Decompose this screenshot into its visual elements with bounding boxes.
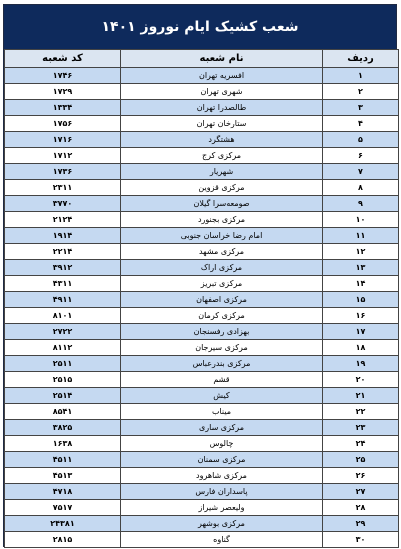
table-row [5,212,399,228]
branches-table [4,49,399,548]
table-row [5,148,399,164]
branch-name-cell: ولیعصر شیراز [121,500,323,516]
branch-code-cell: ۴۳۱۱ [5,276,121,292]
branch-name-cell: کیش [121,388,323,404]
table-row [5,468,399,484]
table-row [5,116,399,132]
branch-code-cell: ۲۲۱۴ [5,244,121,260]
table-row [5,84,399,100]
header-row [5,50,399,68]
table-row [5,436,399,452]
table-row [5,404,399,420]
table-row [5,164,399,180]
branch-name-cell: مرکزی بوشهر [121,516,323,532]
row-index-cell: ۱۴ [323,276,399,292]
branch-name-cell: پاسداران فارس [121,484,323,500]
table-row [5,180,399,196]
row-index-cell: ۴ [323,116,399,132]
row-index-cell: ۲۷ [323,484,399,500]
row-index-cell: ۲۸ [323,500,399,516]
branch-name-cell: گناوه [121,532,323,548]
table-row [5,388,399,404]
branch-code-cell: ۱۷۳۶ [5,164,121,180]
row-index-cell: ۱۱ [323,228,399,244]
branch-code-cell: ۲۸۱۵ [5,532,121,548]
table-row [5,340,399,356]
branch-name-cell: بهزادی رفسنجان [121,324,323,340]
branch-code-cell: ۱۷۵۶ [5,116,121,132]
table-row [5,292,399,308]
branch-code-cell: ۱۷۱۶ [5,132,121,148]
branch-name-cell: مرکزی قزوین [121,180,323,196]
branch-name-cell: میناب [121,404,323,420]
branch-code-cell: ۳۹۱۲ [5,260,121,276]
table-row [5,260,399,276]
branch-name-cell: مرکزی سیرجان [121,340,323,356]
branch-name-column-header: نام شعبه [121,50,323,68]
branch-name-cell: مرکزی کرمان [121,308,323,324]
table-row [5,372,399,388]
branch-code-cell: ۲۵۱۵ [5,372,121,388]
branch-name-cell: طالصدرا تهران [121,100,323,116]
row-index-cell: ۲۳ [323,420,399,436]
branch-name-cell: مرکزی مشهد [121,244,323,260]
table-row [5,196,399,212]
branch-name-cell: مرکزی ساری [121,420,323,436]
duty-branches-table-sheet [3,4,397,547]
table-row [5,228,399,244]
branch-name-cell: مرکزی شاهرود [121,468,323,484]
branch-code-cell: ۲۵۱۱ [5,356,121,372]
branch-code-cell: ۸۵۴۱ [5,404,121,420]
table-row [5,516,399,532]
branch-name-cell: امام رضا خراسان جنوبی [121,228,323,244]
row-index-cell: ۱۲ [323,244,399,260]
row-index-cell: ۱۰ [323,212,399,228]
branch-name-cell: مرکزی بندرعباس [121,356,323,372]
branch-name-cell: هشتگرد [121,132,323,148]
branch-code-cell: ۸۱۰۱ [5,308,121,324]
row-index-cell: ۳ [323,100,399,116]
table-row [5,532,399,548]
branch-code-cell: ۱۹۱۴ [5,228,121,244]
table-row [5,308,399,324]
index-column-header: ردیف [323,50,399,68]
row-index-cell: ۳۰ [323,532,399,548]
row-index-cell: ۲۰ [323,372,399,388]
row-index-cell: ۲ [323,84,399,100]
row-index-cell: ۱۸ [323,340,399,356]
branch-code-cell: ۱۶۳۸ [5,436,121,452]
branch-code-cell: ۱۷۴۶ [5,68,121,84]
row-index-cell: ۲۲ [323,404,399,420]
branch-name-cell: ستارخان تهران [121,116,323,132]
row-index-cell: ۵ [323,132,399,148]
branch-code-cell: ۲۱۲۴ [5,212,121,228]
branch-code-cell: ۲۷۲۲ [5,324,121,340]
row-index-cell: ۱۷ [323,324,399,340]
table-row [5,452,399,468]
branch-code-cell: ۸۱۱۲ [5,340,121,356]
table-row [5,276,399,292]
branch-name-cell: شهری تهران [121,84,323,100]
table-row [5,484,399,500]
branch-code-cell: ۲۴۳۸۱ [5,516,121,532]
row-index-cell: ۲۵ [323,452,399,468]
table-row [5,356,399,372]
branch-name-cell: مرکزی اصفهان [121,292,323,308]
table-row [5,68,399,84]
row-index-cell: ۱ [323,68,399,84]
branch-name-cell: مرکزی بجنورد [121,212,323,228]
row-index-cell: ۲۱ [323,388,399,404]
branch-code-cell: ۴۷۱۸ [5,484,121,500]
row-index-cell: ۷ [323,164,399,180]
branch-name-cell: افسریه تهران [121,68,323,84]
branch-code-cell: ۳۸۲۵ [5,420,121,436]
branch-code-column-header: کد شعبه [5,50,121,68]
row-index-cell: ۶ [323,148,399,164]
row-index-cell: ۱۹ [323,356,399,372]
table-row [5,244,399,260]
row-index-cell: ۲۶ [323,468,399,484]
branch-name-cell: مرکزی سمنان [121,452,323,468]
branch-code-cell: ۱۷۱۲ [5,148,121,164]
table-title: شعب کشیک ایام نوروز ۱۴۰۱ [4,5,396,49]
row-index-cell: ۱۵ [323,292,399,308]
table-row [5,420,399,436]
branch-code-cell: ۴۹۱۱ [5,292,121,308]
row-index-cell: ۱۶ [323,308,399,324]
branch-code-cell: ۳۷۷۰ [5,196,121,212]
branch-name-cell: شهریار [121,164,323,180]
branch-name-cell: صومعه‌سرا گیلان [121,196,323,212]
table-body [5,68,399,548]
branch-code-cell: ۷۵۱۷ [5,500,121,516]
branch-name-cell: مرکزی اراک [121,260,323,276]
branch-name-cell: مرکزی کرج [121,148,323,164]
row-index-cell: ۸ [323,180,399,196]
branch-code-cell: ۴۵۱۱ [5,452,121,468]
row-index-cell: ۹ [323,196,399,212]
branch-name-cell: چالوس [121,436,323,452]
row-index-cell: ۲۹ [323,516,399,532]
branch-code-cell: ۱۳۳۴ [5,100,121,116]
branch-name-cell: قشم [121,372,323,388]
table-row [5,132,399,148]
branch-code-cell: ۲۳۱۱ [5,180,121,196]
branch-code-cell: ۲۵۱۴ [5,388,121,404]
table-row [5,324,399,340]
table-row [5,500,399,516]
table-row [5,100,399,116]
branch-name-cell: مرکزی تبریز [121,276,323,292]
row-index-cell: ۲۴ [323,436,399,452]
branch-code-cell: ۱۷۲۹ [5,84,121,100]
row-index-cell: ۱۳ [323,260,399,276]
branch-code-cell: ۴۵۱۳ [5,468,121,484]
